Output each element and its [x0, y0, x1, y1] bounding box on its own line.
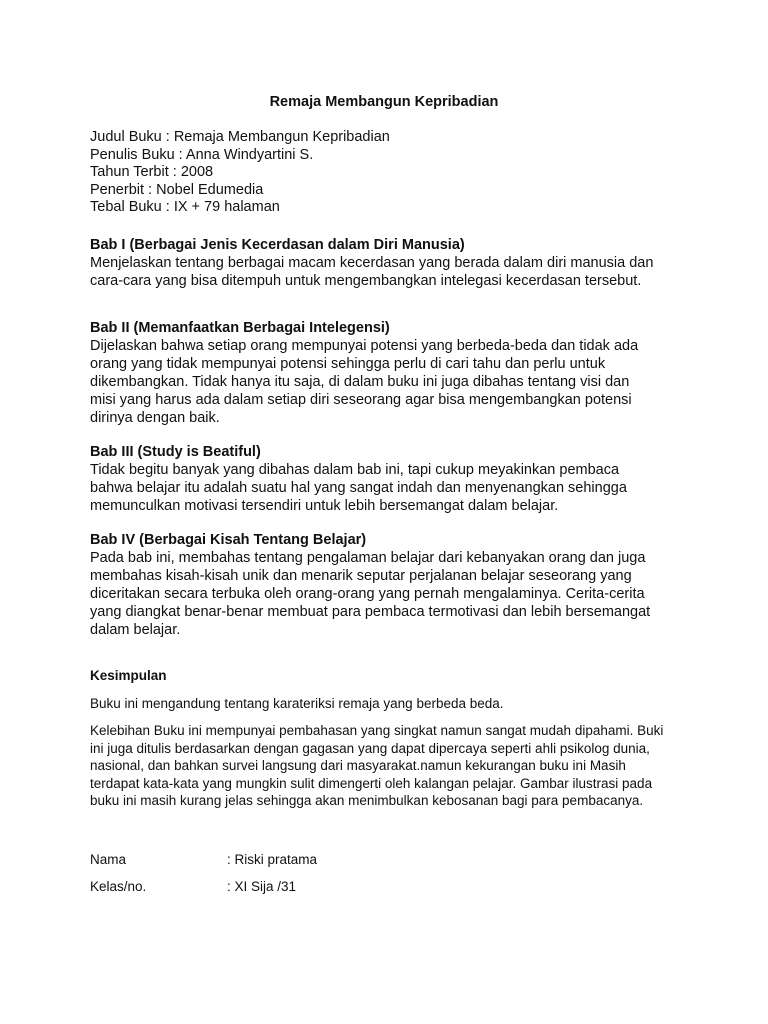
- book-info: [90, 129, 390, 217]
- text-line: memunculkan motivasi tersendiri untuk lebih bersemangat dalam belajar.: [90, 498, 559, 514]
- text-line: dalam belajar.: [90, 622, 181, 638]
- text-line: diceritakan secara terbuka oleh orang-orang yang pernah mengalaminya. Cerita-cerita: [90, 586, 645, 602]
- text-line: nasional, dan bahkan survei langsung dari masyarakat.namun kekurangan buku ini Masih: [90, 758, 626, 773]
- chapter-body: [90, 461, 690, 515]
- chapter-heading: Bab II (Memanfaatkan Berbagai Intelegensi): [90, 320, 390, 336]
- text-line: bahwa belajar itu adalah suatu hal yang sangat indah dan menyenangkan sehingga: [90, 480, 627, 496]
- text-line: Menjelaskan tentang berbagai macam kecerdasan yang berada dalam diri manusia dan: [90, 255, 654, 271]
- conclusion-paragraph-2: [90, 722, 663, 810]
- text-line: orang yang tidak mempunyai potensi sehingga perlu di cari tahu dan perlu untuk: [90, 356, 606, 372]
- chapter-3: [90, 443, 690, 515]
- text-line: yang diangkat benar-benar membuat para pembaca termotivasi dan lebih bersemangat: [90, 604, 651, 620]
- chapter-4: [90, 531, 690, 639]
- text-line: ini juga ditulis berdasarkan dengan gagasan yang dapat dipercaya seperti ahli psikolog dunia,: [90, 740, 650, 756]
- text-line: buku ini masih kurang jelas sehingga akan menimbulkan kebosanan bagi para pembacanya.: [90, 793, 644, 808]
- chapter-2: [90, 319, 690, 427]
- text-line: Pada bab ini, membahas tentang pengalaman belajar dari kebanyakan orang dan juga: [90, 550, 646, 566]
- text-line: cara-cara yang bisa ditempuh untuk mengembangkan intelegasi kecerdasan tersebut.: [90, 273, 642, 289]
- conclusion-heading: Kesimpulan: [90, 668, 167, 683]
- info-year: Tahun Terbit : 2008: [90, 164, 214, 180]
- chapter-heading: Bab IV (Berbagai Kisah Tentang Belajar): [90, 532, 367, 548]
- name-value: : Riski pratama: [227, 852, 318, 867]
- chapter-body: [90, 549, 690, 639]
- chapter-heading: Bab I (Berbagai Jenis Kecerdasan dalam Diri Manusia): [90, 237, 465, 253]
- chapter-body: [90, 254, 690, 290]
- info-author: Penulis Buku : Anna Windyartini S.: [90, 146, 314, 163]
- text-line: dikembangkan. Tidak hanya itu saja, di dalam buku ini juga dibahas tentang visi dan: [90, 374, 630, 390]
- text-line: terdapat kata-kata yang mungkin sulit dimengerti oleh kalangan pelajar. Gambar ilustrasi pada: [90, 775, 653, 791]
- name-label: Nama: [90, 852, 127, 867]
- conclusion-paragraph-1: Buku ini mengandung tentang karateriksi remaja yang berbeda beda.: [90, 696, 504, 711]
- info-title: Judul Buku : Remaja Membangun Kepribadian: [90, 129, 390, 145]
- text-line: dirinya dengan baik.: [90, 410, 220, 426]
- text-line: membahas kisah-kisah unik dan menarik seputar perjalanan belajar seseorang yang: [90, 568, 632, 584]
- document-title: Remaja Membangun Kepribadian: [269, 94, 499, 110]
- info-pages: Tebal Buku : IX + 79 halaman: [90, 199, 280, 215]
- text-line: Kelebihan Buku ini mempunyai pembahasan yang singkat namun sangat mudah dipahami. Buki: [90, 723, 664, 738]
- info-publisher: Penerbit : Nobel Edumedia: [90, 181, 264, 198]
- text-line: Tidak begitu banyak yang dibahas dalam bab ini, tapi cukup meyakinkan pembaca: [90, 462, 620, 478]
- text-line: misi yang harus ada dalam setiap diri seseorang agar bisa mengembangkan potensi: [90, 392, 632, 408]
- chapter-heading: Bab III (Study is Beatiful): [90, 444, 261, 460]
- class-label: Kelas/no.: [90, 879, 147, 894]
- class-value: : XI Sija /31: [227, 879, 297, 894]
- text-line: Dijelaskan bahwa setiap orang mempunyai potensi yang berbeda-beda dan tidak ada: [90, 338, 639, 354]
- chapter-body: [90, 337, 690, 427]
- chapter-1: [90, 236, 690, 290]
